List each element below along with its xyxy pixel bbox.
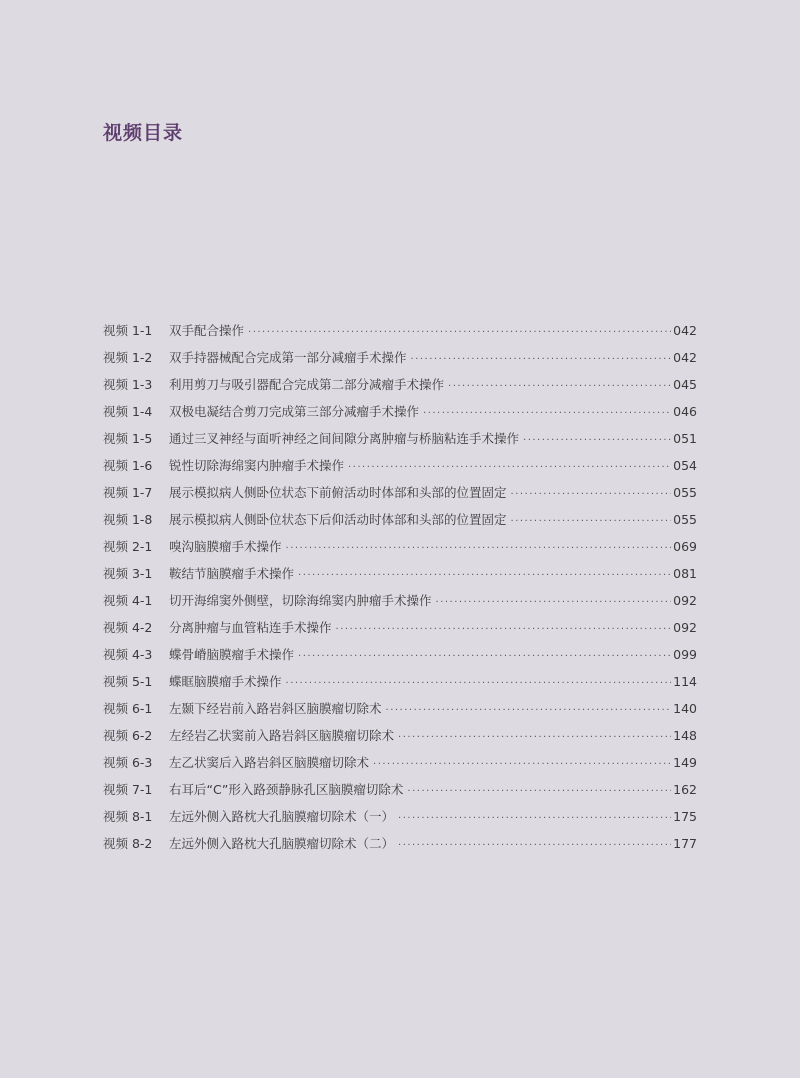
toc-entry-label: 视频 6-1 xyxy=(103,701,153,716)
toc-entry[interactable] xyxy=(103,780,697,807)
toc-entry-page-number: 055 xyxy=(673,485,697,500)
toc-entry[interactable] xyxy=(103,429,697,456)
dot-leader xyxy=(523,435,671,446)
toc-entry-title: 展示模拟病人侧卧位状态下后仰活动时体部和头部的位置固定 xyxy=(169,512,507,527)
page-title: 视频目录 xyxy=(103,122,184,144)
toc-entry[interactable] xyxy=(103,807,697,834)
toc-entry[interactable] xyxy=(103,726,697,753)
toc-entry-page-number: 069 xyxy=(673,539,697,554)
toc-entry-title: 双极电凝结合剪刀完成第三部分减瘤手术操作 xyxy=(169,404,420,419)
toc-entry-page-number: 149 xyxy=(673,755,697,770)
toc-entry-title: 利用剪刀与吸引器配合完成第二部分减瘤手术操作 xyxy=(169,377,445,392)
toc-entry-title: 锐性切除海绵窦内肿瘤手术操作 xyxy=(169,458,345,473)
toc-entry-title: 切开海绵窦外侧壁，切除海绵窦内肿瘤手术操作 xyxy=(169,593,432,608)
toc-entry-title: 左远外侧入路枕大孔脑膜瘤切除术（一） xyxy=(169,809,395,824)
dot-leader xyxy=(386,705,671,716)
toc-entry-title: 嗅沟脑膜瘤手术操作 xyxy=(169,539,282,554)
toc-entry-page-number: 042 xyxy=(673,323,697,338)
dot-leader xyxy=(448,381,671,392)
toc-entry-label: 视频 4-1 xyxy=(103,593,153,608)
toc-entry[interactable] xyxy=(103,699,697,726)
dot-leader xyxy=(511,516,671,527)
toc-entry-label: 视频 2-1 xyxy=(103,539,153,554)
toc-entry-label: 视频 1-5 xyxy=(103,431,153,446)
toc-entry[interactable] xyxy=(103,402,697,429)
dot-leader xyxy=(336,624,671,635)
toc-entry-title: 通过三叉神经与面听神经之间间隙分离肿瘤与桥脑粘连手术操作 xyxy=(169,431,520,446)
dot-leader xyxy=(286,543,671,554)
toc-entry-title: 左经岩乙状窦前入路岩斜区脑膜瘤切除术 xyxy=(169,728,395,743)
dot-leader xyxy=(373,759,671,770)
dot-leader xyxy=(423,408,671,419)
toc-entry-page-number: 099 xyxy=(673,647,697,662)
toc-entry-label: 视频 1-7 xyxy=(103,485,153,500)
dot-leader xyxy=(407,786,671,797)
toc-entry-label: 视频 5-1 xyxy=(103,674,153,689)
toc-entry-title: 蝶眶脑膜瘤手术操作 xyxy=(169,674,282,689)
toc-entry-page-number: 140 xyxy=(673,701,697,716)
toc-entry-title: 左颞下经岩前入路岩斜区脑膜瘤切除术 xyxy=(169,701,382,716)
toc-entry[interactable] xyxy=(103,510,697,537)
toc-entry-page-number: 092 xyxy=(673,620,697,635)
toc-entry-label: 视频 1-8 xyxy=(103,512,153,527)
toc-entry-page-number: 054 xyxy=(673,458,697,473)
toc-entry-title: 左远外侧入路枕大孔脑膜瘤切除术（二） xyxy=(169,836,395,851)
toc-entry-label: 视频 4-3 xyxy=(103,647,153,662)
toc-entry-title: 右耳后“C”形入路颈静脉孔区脑膜瘤切除术 xyxy=(169,782,404,797)
toc-entry-page-number: 051 xyxy=(673,431,697,446)
dot-leader xyxy=(511,489,671,500)
toc-entry[interactable] xyxy=(103,483,697,510)
toc-entry-title: 双手配合操作 xyxy=(169,323,245,338)
toc-entry-label: 视频 1-3 xyxy=(103,377,153,392)
toc-entry[interactable] xyxy=(103,348,697,375)
toc-entry-page-number: 175 xyxy=(673,809,697,824)
dot-leader xyxy=(286,678,671,689)
toc-entry[interactable] xyxy=(103,672,697,699)
dot-leader xyxy=(398,813,671,824)
toc-entry-page-number: 055 xyxy=(673,512,697,527)
dot-leader xyxy=(398,732,671,743)
dot-leader xyxy=(348,462,671,473)
toc-entry-label: 视频 6-2 xyxy=(103,728,153,743)
toc-entry-page-number: 081 xyxy=(673,566,697,581)
toc-entry-title: 鞍结节脑膜瘤手术操作 xyxy=(169,566,295,581)
toc-entry-title: 蝶骨嵴脑膜瘤手术操作 xyxy=(169,647,295,662)
dot-leader xyxy=(398,840,671,851)
toc-entry-title: 左乙状窦后入路岩斜区脑膜瘤切除术 xyxy=(169,755,370,770)
toc-entry-label: 视频 1-1 xyxy=(103,323,153,338)
toc-entry[interactable] xyxy=(103,321,697,348)
dot-leader xyxy=(298,570,671,581)
toc-entry[interactable] xyxy=(103,456,697,483)
toc-entry[interactable] xyxy=(103,753,697,780)
toc-entry-label: 视频 8-1 xyxy=(103,809,153,824)
toc-entry-page-number: 148 xyxy=(673,728,697,743)
toc-entry-title: 双手持器械配合完成第一部分减瘤手术操作 xyxy=(169,350,407,365)
dot-leader xyxy=(436,597,671,608)
toc-entry-label: 视频 3-1 xyxy=(103,566,153,581)
toc-entry-page-number: 177 xyxy=(673,836,697,851)
toc-entry-label: 视频 1-2 xyxy=(103,350,153,365)
toc-entry-page-number: 046 xyxy=(673,404,697,419)
toc-entry-label: 视频 1-6 xyxy=(103,458,153,473)
toc-entry-label: 视频 7-1 xyxy=(103,782,153,797)
toc-entry-page-number: 114 xyxy=(673,674,697,689)
toc-entry[interactable] xyxy=(103,537,697,564)
dot-leader xyxy=(411,354,671,365)
toc-entry[interactable] xyxy=(103,564,697,591)
toc-entry-title: 分离肿瘤与血管粘连手术操作 xyxy=(169,620,332,635)
toc-entry[interactable] xyxy=(103,375,697,402)
toc-entry-page-number: 162 xyxy=(673,782,697,797)
video-toc-list xyxy=(103,321,697,861)
toc-entry[interactable] xyxy=(103,645,697,672)
toc-entry[interactable] xyxy=(103,618,697,645)
toc-entry-page-number: 092 xyxy=(673,593,697,608)
toc-entry-title: 展示模拟病人侧卧位状态下前俯活动时体部和头部的位置固定 xyxy=(169,485,507,500)
toc-entry-label: 视频 6-3 xyxy=(103,755,153,770)
dot-leader xyxy=(248,327,671,338)
toc-entry-label: 视频 4-2 xyxy=(103,620,153,635)
toc-entry-page-number: 045 xyxy=(673,377,697,392)
toc-entry-page-number: 042 xyxy=(673,350,697,365)
toc-entry[interactable] xyxy=(103,591,697,618)
toc-entry-label: 视频 8-2 xyxy=(103,836,153,851)
toc-entry[interactable] xyxy=(103,834,697,861)
toc-entry-label: 视频 1-4 xyxy=(103,404,153,419)
dot-leader xyxy=(298,651,671,662)
